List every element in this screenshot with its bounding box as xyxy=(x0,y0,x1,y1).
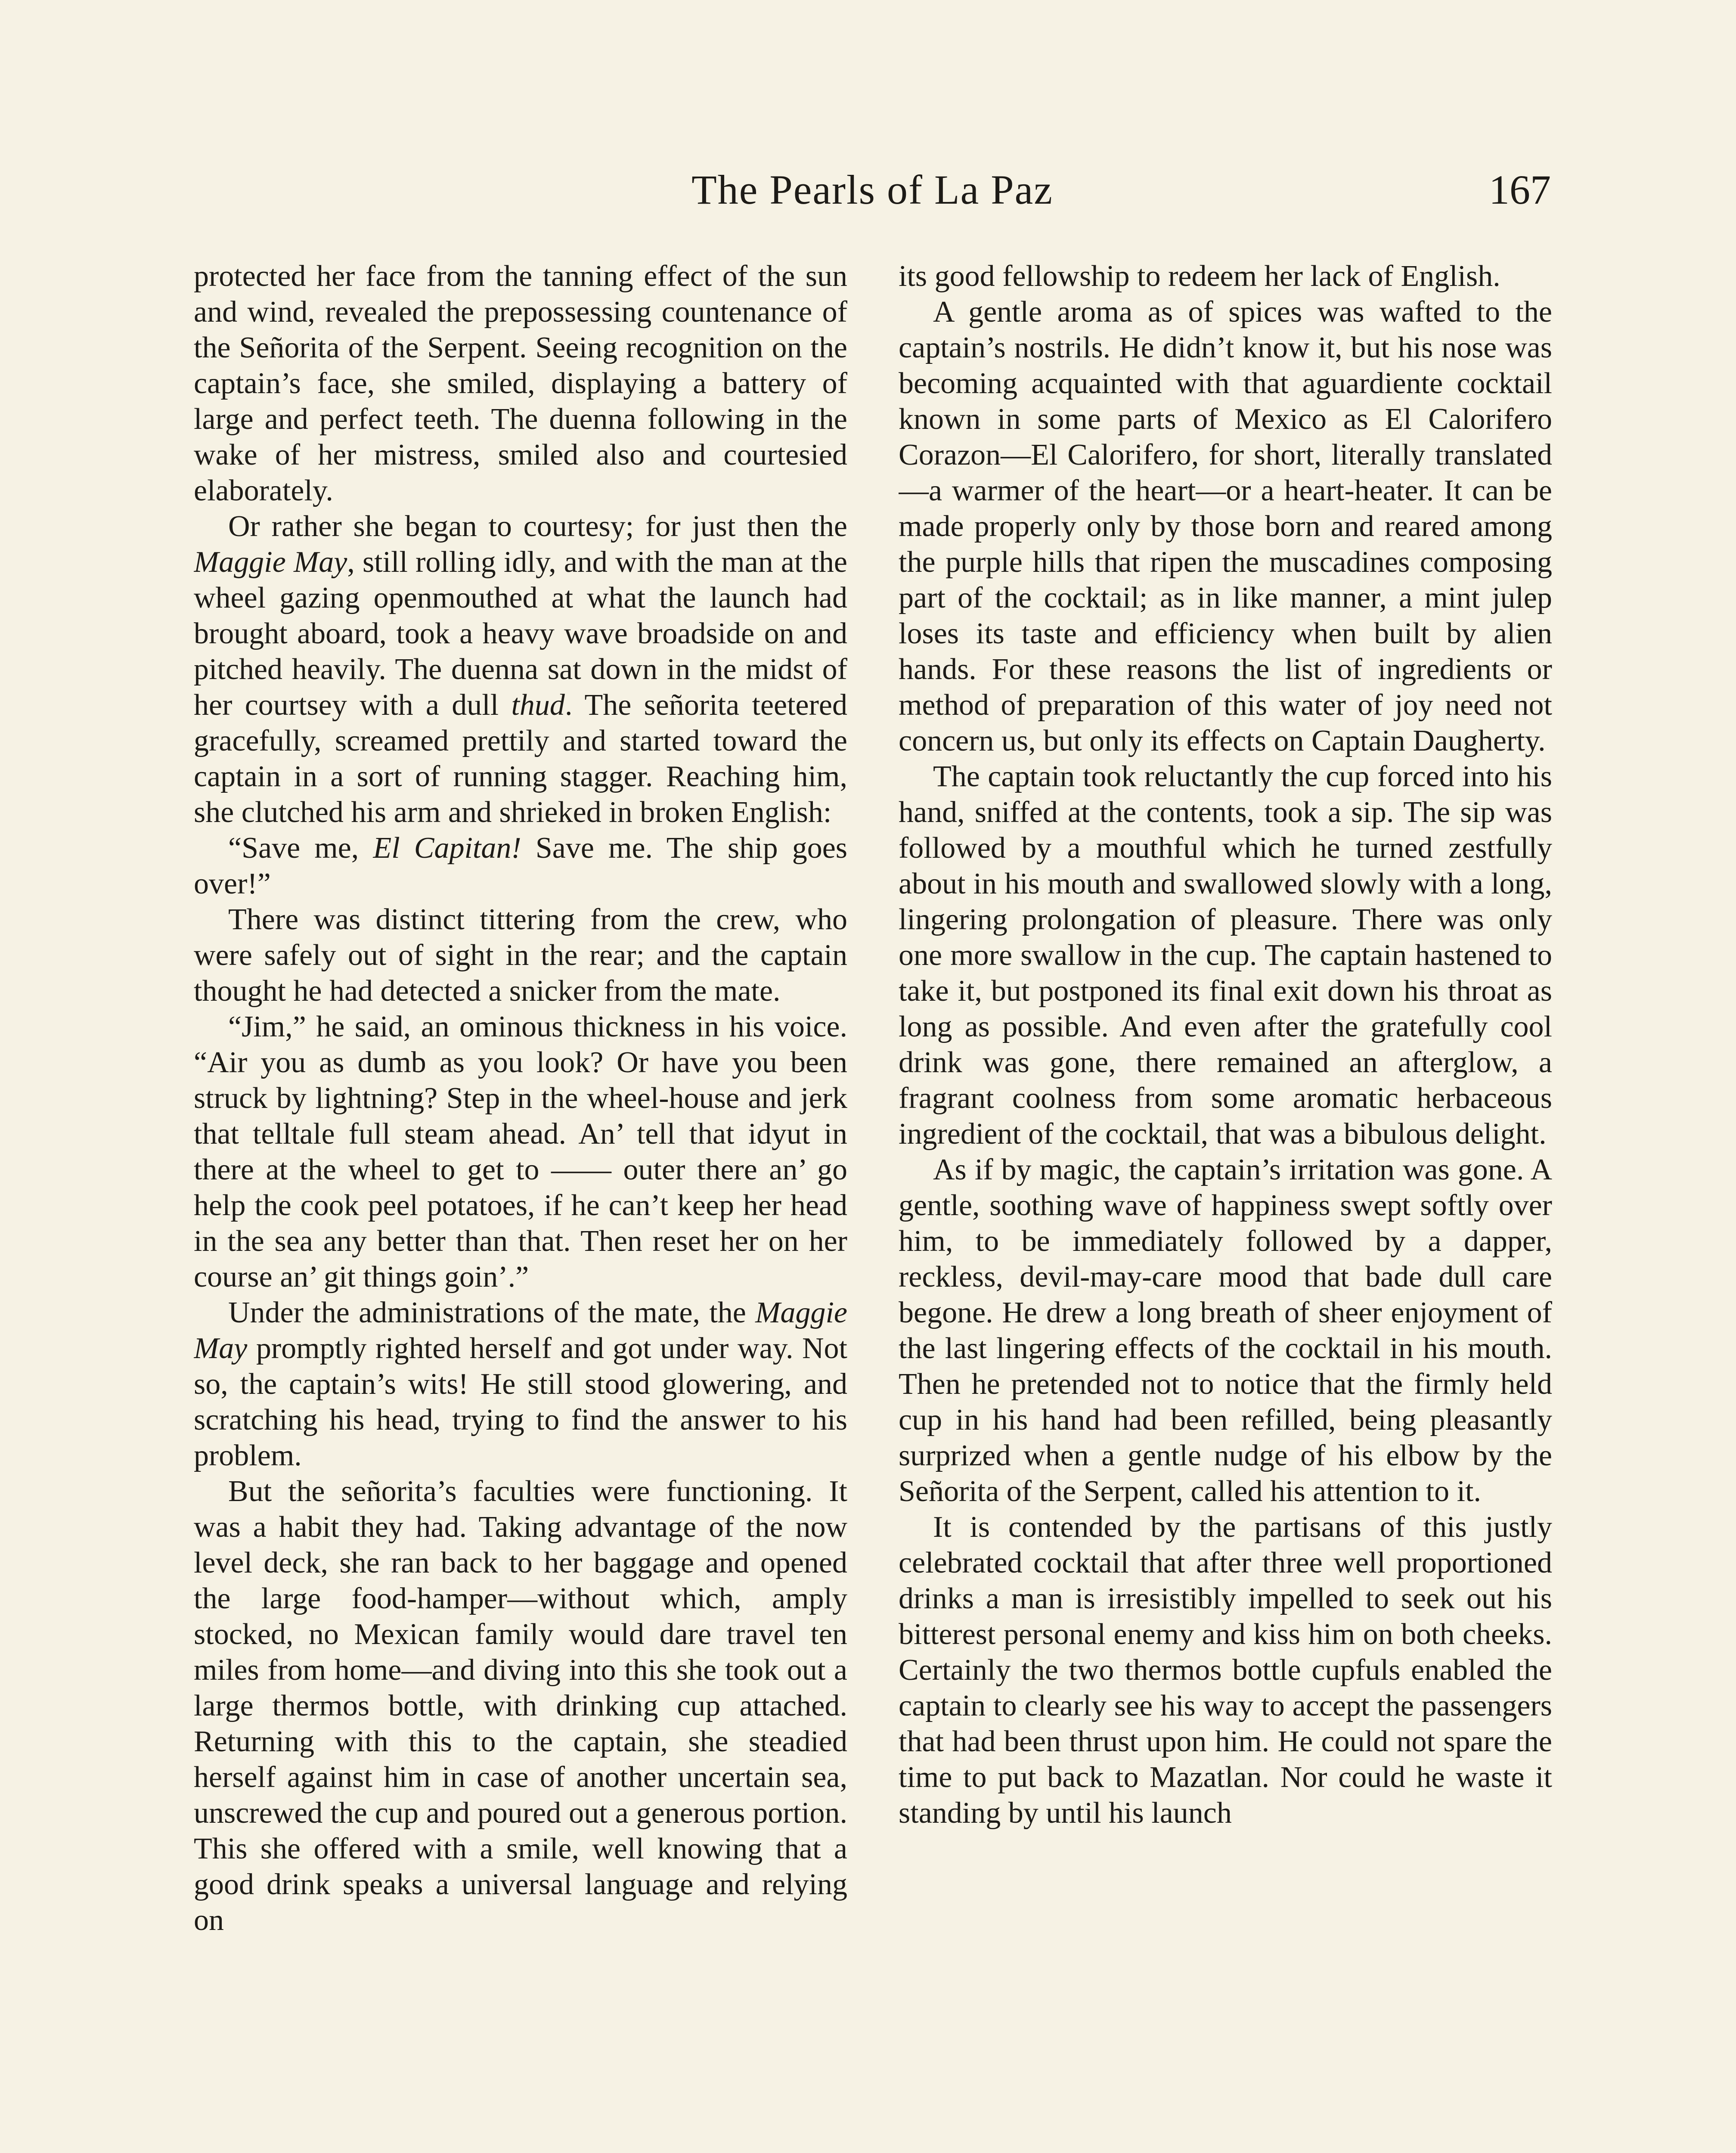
text-run: protected her face from the tanning effect of the sun and wind, revealed the prepossessing countenance of the Señorita of the Serpent. Seeing recognition on the captain’s face, she smiled, displaying a battery of large and perfect teeth. The duenna following in the wake of her mistress, smiled also and courtesied elaborately. xyxy=(194,260,847,507)
page-number: 167 xyxy=(1489,167,1551,213)
right-column xyxy=(899,258,1552,2153)
paragraph xyxy=(194,509,847,830)
text-run: Save me. The ship goes over!” xyxy=(194,831,847,900)
text-columns xyxy=(194,258,1552,2153)
italic-text: thud xyxy=(511,689,565,722)
running-title: The Pearls of La Paz xyxy=(691,167,1053,213)
paragraph xyxy=(899,294,1552,759)
text-run: “Save me, xyxy=(228,831,373,865)
paragraph xyxy=(194,830,847,902)
text-run: A gentle aroma as of spices was wafted to the captain’s nostrils. He didn’t know it, but his nose was becoming acquainted with that aguardiente cocktail known in some parts of Mexico as El Calorifero Corazon—El Calorifero, for short, literally translated—a warmer of the heart—or a heart-heater. It can be made properly only by those born and reared among the purple hills that ripen the muscadines composing part of the cocktail; as in like manner, a mint julep loses its taste and efficiency when built by alien hands. For these reasons the list of ingredients or method of preparation of this water of joy need not concern us, but only its effects on Captain Daugherty. xyxy=(899,295,1552,757)
italic-text: Maggie May xyxy=(194,1296,847,1365)
text-run: Or rather she began to courtesy; for just then the xyxy=(228,510,847,543)
text-run: The captain took reluctantly the cup forced into his hand, sniffed at the contents, took a sip. The sip was followed by a mouthful which he turned zestfully about in his mouth and swallowed slowly with a long, lingering prolongation of pleasure. There was only one more swallow in the cup. The captain hastened to take it, but postponed its final exit down his throat as long as possible. And even after the gratefully cool drink was gone, there remained an afterglow, a fragrant coolness from some aromatic herbaceous ingredient of the cocktail, that was a bibulous delight. xyxy=(899,760,1552,1151)
text-run: “Jim,” he said, an ominous thickness in his voice. “Air you as dumb as you look? Or have you been struck by lightning? Step in the wheel-house and jerk that telltale full steam ahead. An’ tell that idyut in there at the wheel to get to —— outer there an’ go help the cook peel potatoes, if he can’t keep her head in the sea any better than that. Then reset her on her course an’ git things goin’.” xyxy=(194,1010,847,1294)
paragraph xyxy=(194,258,847,509)
text-run: , still rolling idly, and with the man at the wheel gazing openmouthed at what the launch had brought aboard, took a heavy wave broadside on and pitched heavily. The duenna sat down in the midst of her courtsey with a dull xyxy=(194,546,847,722)
text-run: There was distinct tittering from the crew, who were safely out of sight in the rear; and the captain thought he had detected a snicker from the mate. xyxy=(194,903,847,1008)
text-run: As if by magic, the captain’s irritation was gone. A gentle, soothing wave of happiness swept softly over him, to be immediately followed by a dapper, reckless, devil-may-care mood that bade dull care begone. He drew a long breath of sheer enjoyment of the last lingering effects of the cocktail in his mouth. Then he pretended not to notice that the firmly held cup in his hand had been refilled, being pleasantly surprized when a gentle nudge of his elbow by the Señorita of the Serpent, called his attention to it. xyxy=(899,1153,1552,1508)
page-header xyxy=(194,166,1551,226)
italic-text: El Capitan! xyxy=(373,831,521,865)
left-column xyxy=(194,258,847,2153)
paragraph xyxy=(194,1295,847,1474)
text-run: its good fellowship to redeem her lack of English. xyxy=(899,260,1500,293)
paragraph xyxy=(194,902,847,1009)
paragraph xyxy=(899,258,1552,294)
italic-text: Maggie May xyxy=(194,546,347,579)
text-run: . The señorita teetered gracefully, screamed prettily and started toward the captain in a sort of running stagger. Reaching him, she clutched his arm and shrieked in broken English: xyxy=(194,689,847,829)
text-run: It is contended by the partisans of this justly celebrated cocktail that after three well proportioned drinks a man is irresistibly impelled to seek out his bitterest personal enemy and kiss him on both cheeks. Certainly the two thermos bottle cupfuls enabled the captain to clearly see his way to accept the passengers that had been thrust upon him. He could not spare the time to put back to Mazatlan. Nor could he waste it standing by until his launch xyxy=(899,1511,1552,1830)
paragraph xyxy=(194,1474,847,1938)
text-run: But the señorita’s faculties were functioning. It was a habit they had. Taking advantage of the now level deck, she ran back to her baggage and opened the large food-hamper—without which, amply stocked, no Mexican family would dare travel ten miles from home—and diving into this she took out a large thermos bottle, with drinking cup attached. Returning with this to the captain, she steadied herself against him in case of another uncertain sea, unscrewed the cup and poured out a generous portion. This she offered with a smile, well knowing that a good drink speaks a universal language and relying on xyxy=(194,1475,847,1937)
paragraph xyxy=(899,1152,1552,1509)
paragraph xyxy=(194,1009,847,1295)
paragraph xyxy=(899,759,1552,1152)
text-run: Under the administrations of the mate, the xyxy=(228,1296,756,1329)
text-run: promptly righted herself and got under way. Not so, the captain’s wits! He still stood glowering, and scratching his head, trying to find the answer to his problem. xyxy=(194,1332,847,1472)
paragraph xyxy=(899,1509,1552,1831)
